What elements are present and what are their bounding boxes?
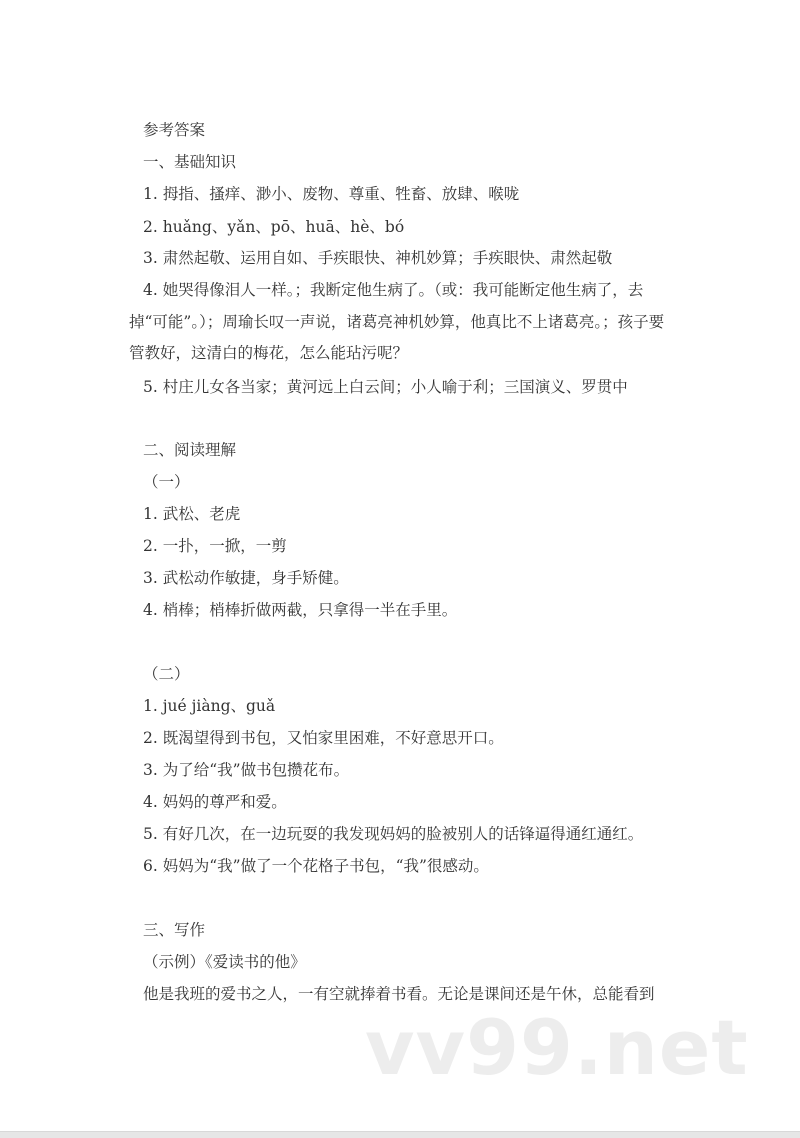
section-1-heading: 一、基础知识 [143, 153, 237, 171]
answer-line: 4. 妈妈的尊严和爱。 [143, 793, 287, 811]
answer-line: 1. 武松、老虎 [143, 505, 241, 523]
part-1-label: （一） [143, 473, 190, 491]
answer-line: 2. huǎng、yǎn、pō、huā、hè、bó [143, 218, 405, 236]
answer-line: 6. 妈妈为“我”做了一个花格子书包，“我”很感动。 [143, 857, 489, 875]
answer-line: 5. 有好几次，在一边玩耍的我发现妈妈的脸被别人的话锋逼得通红通红。 [143, 825, 644, 843]
answer-line: 3. 肃然起敬、运用自如、手疾眼快、神机妙算；手疾眼快、肃然起敬 [143, 249, 613, 267]
section-2-heading: 二、阅读理解 [143, 441, 237, 459]
answer-line: 2. 既渴望得到书包，又怕家里困难，不好意思开口。 [143, 729, 504, 747]
answer-line: 3. 武松动作敏捷，身手矫健。 [143, 569, 349, 587]
answer-line: 4. 她哭得像泪人一样。；我断定他生病了。（或：我可能断定他生病了，去 [143, 281, 644, 299]
essay-text: 他是我班的爱书之人，一有空就捧着书看。无论是课间还是午休，总能看到 [143, 985, 655, 1003]
example-title: （示例）《爱读书的他》 [143, 953, 306, 971]
answer-line: 掉“可能”。）；周瑜长叹一声说，诸葛亮神机妙算，他真比不上诸葛亮。；孩子要 [129, 313, 665, 331]
answer-line: 1. jué jiàng、guǎ [143, 697, 276, 715]
answer-line: 2. 一扑，一掀，一剪 [143, 537, 287, 555]
part-2-label: （二） [143, 665, 190, 683]
answer-line: 管教好，这清白的梅花，怎么能玷污呢？ [129, 344, 409, 362]
answer-line: 4. 梢棒；梢棒折做两截，只拿得一半在手里。 [143, 601, 458, 619]
answer-line: 5. 村庄儿女各当家；黄河远上白云间；小人喻于利；三国演义、罗贯中 [143, 378, 628, 396]
section-3-heading: 三、写作 [143, 921, 206, 939]
answer-line: 3. 为了给“我”做书包攒花布。 [143, 761, 350, 779]
doc-title: 参考答案 [143, 121, 206, 139]
answer-line: 1. 拇指、搔痒、渺小、废物、尊重、牲畜、放肆、喉咙 [143, 185, 520, 203]
watermark: vv99.net [365, 1003, 749, 1092]
